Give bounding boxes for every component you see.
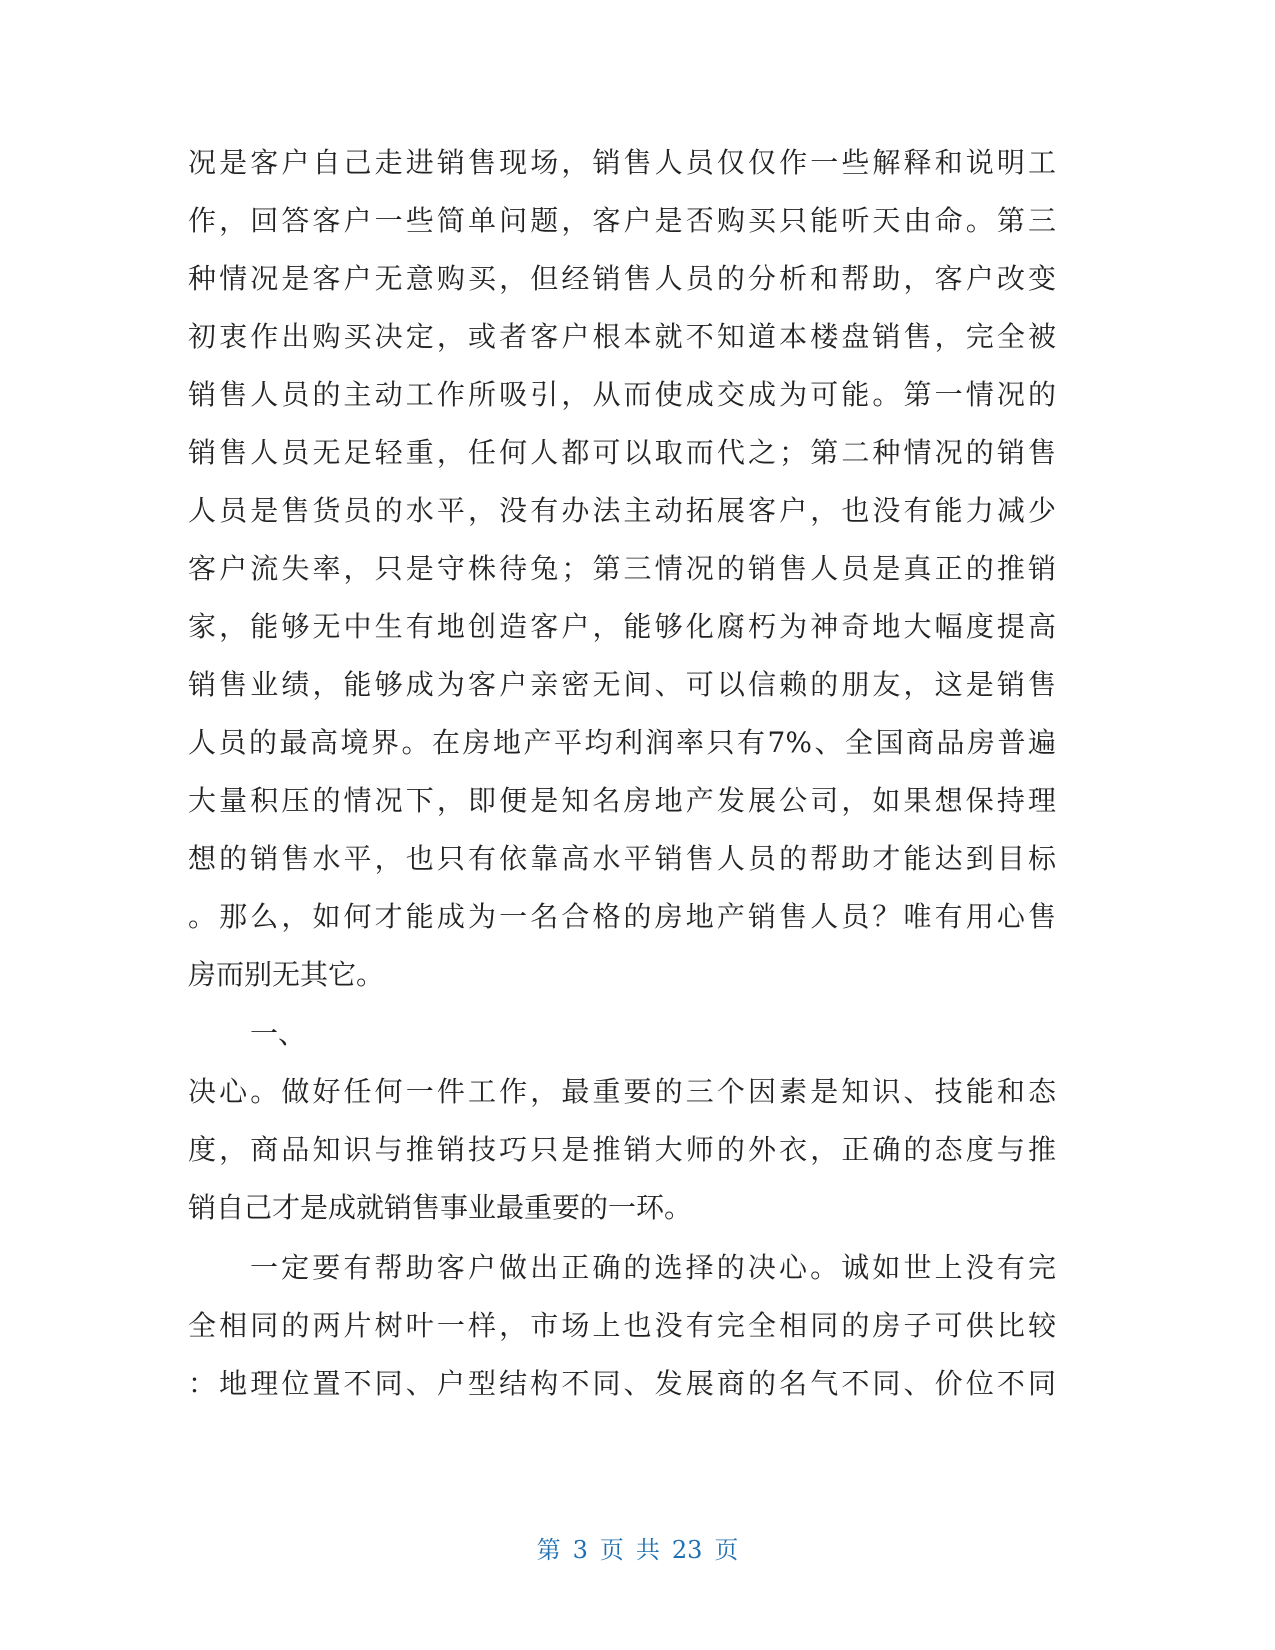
body-text-line: 客户流失率，只是守株待兔；第三情况的销售人员是真正的推销 [188, 552, 1056, 585]
body-text-line: 况是客户自己走进销售现场，销售人员仅仅作一些解释和说明工 [188, 146, 1056, 179]
body-text-line: 初衷作出购买决定，或者客户根本就不知道本楼盘销售，完全被 [188, 320, 1056, 353]
body-text-line: ：地理位置不同、户型结构不同、发展商的名气不同、价位不同 [188, 1367, 1056, 1400]
body-text-line: 作，回答客户一些简单问题，客户是否购买只能听天由命。第三 [188, 204, 1056, 237]
body-text-line: 销售人员的主动工作所吸引，从而使成交成为可能。第一情况的 [188, 378, 1056, 411]
body-text-line: 种情况是客户无意购买，但经销售人员的分析和帮助，客户改变 [188, 262, 1056, 295]
current-page-number: 3 [572, 1536, 588, 1564]
body-text-line: 。那么，如何才能成为一名合格的房地产销售人员？唯有用心售 [188, 900, 1056, 933]
body-text-line: 大量积压的情况下，即便是知名房地产发展公司，如果想保持理 [188, 784, 1056, 817]
body-text-line: 销自己才是成就销售事业最重要的一环。 [188, 1191, 693, 1224]
section-heading-number: 一、 [250, 1017, 307, 1050]
total-label: 共 [635, 1536, 660, 1564]
body-text-line: 人员是售货员的水平，没有办法主动拓展客户，也没有能力减少 [188, 494, 1056, 527]
body-text-line: 人员的最高境界。在房地产平均利润率只有7%、全国商品房普遍 [188, 726, 1056, 759]
body-text-line: 销售业绩，能够成为客户亲密无间、可以信赖的朋友，这是销售 [188, 668, 1056, 701]
total-pages-number: 23 [671, 1536, 703, 1564]
body-text-line: 想的销售水平，也只有依靠高水平销售人员的帮助才能达到目标 [188, 842, 1056, 875]
body-text-line: 度，商品知识与推销技巧只是推销大师的外衣，正确的态度与推 [188, 1133, 1056, 1166]
body-text-line: 一定要有帮助客户做出正确的选择的决心。诚如世上没有完 [250, 1251, 1056, 1284]
body-text-line: 家，能够无中生有地创造客户，能够化腐朽为神奇地大幅度提高 [188, 610, 1056, 643]
page-label-mid: 页 [599, 1536, 624, 1564]
body-text-line: 决心。做好任何一件工作，最重要的三个因素是知识、技能和态 [188, 1075, 1056, 1108]
page-label-suffix: 页 [714, 1536, 739, 1564]
body-text-line: 销售人员无足轻重，任何人都可以取而代之；第二种情况的销售 [188, 436, 1056, 469]
page-label-prefix: 第 [536, 1536, 561, 1564]
body-text-line: 全相同的两片树叶一样，市场上也没有完全相同的房子可供比较 [188, 1309, 1056, 1342]
page-footer [0, 1535, 1275, 1565]
body-text-line: 房而别无其它。 [188, 958, 385, 991]
